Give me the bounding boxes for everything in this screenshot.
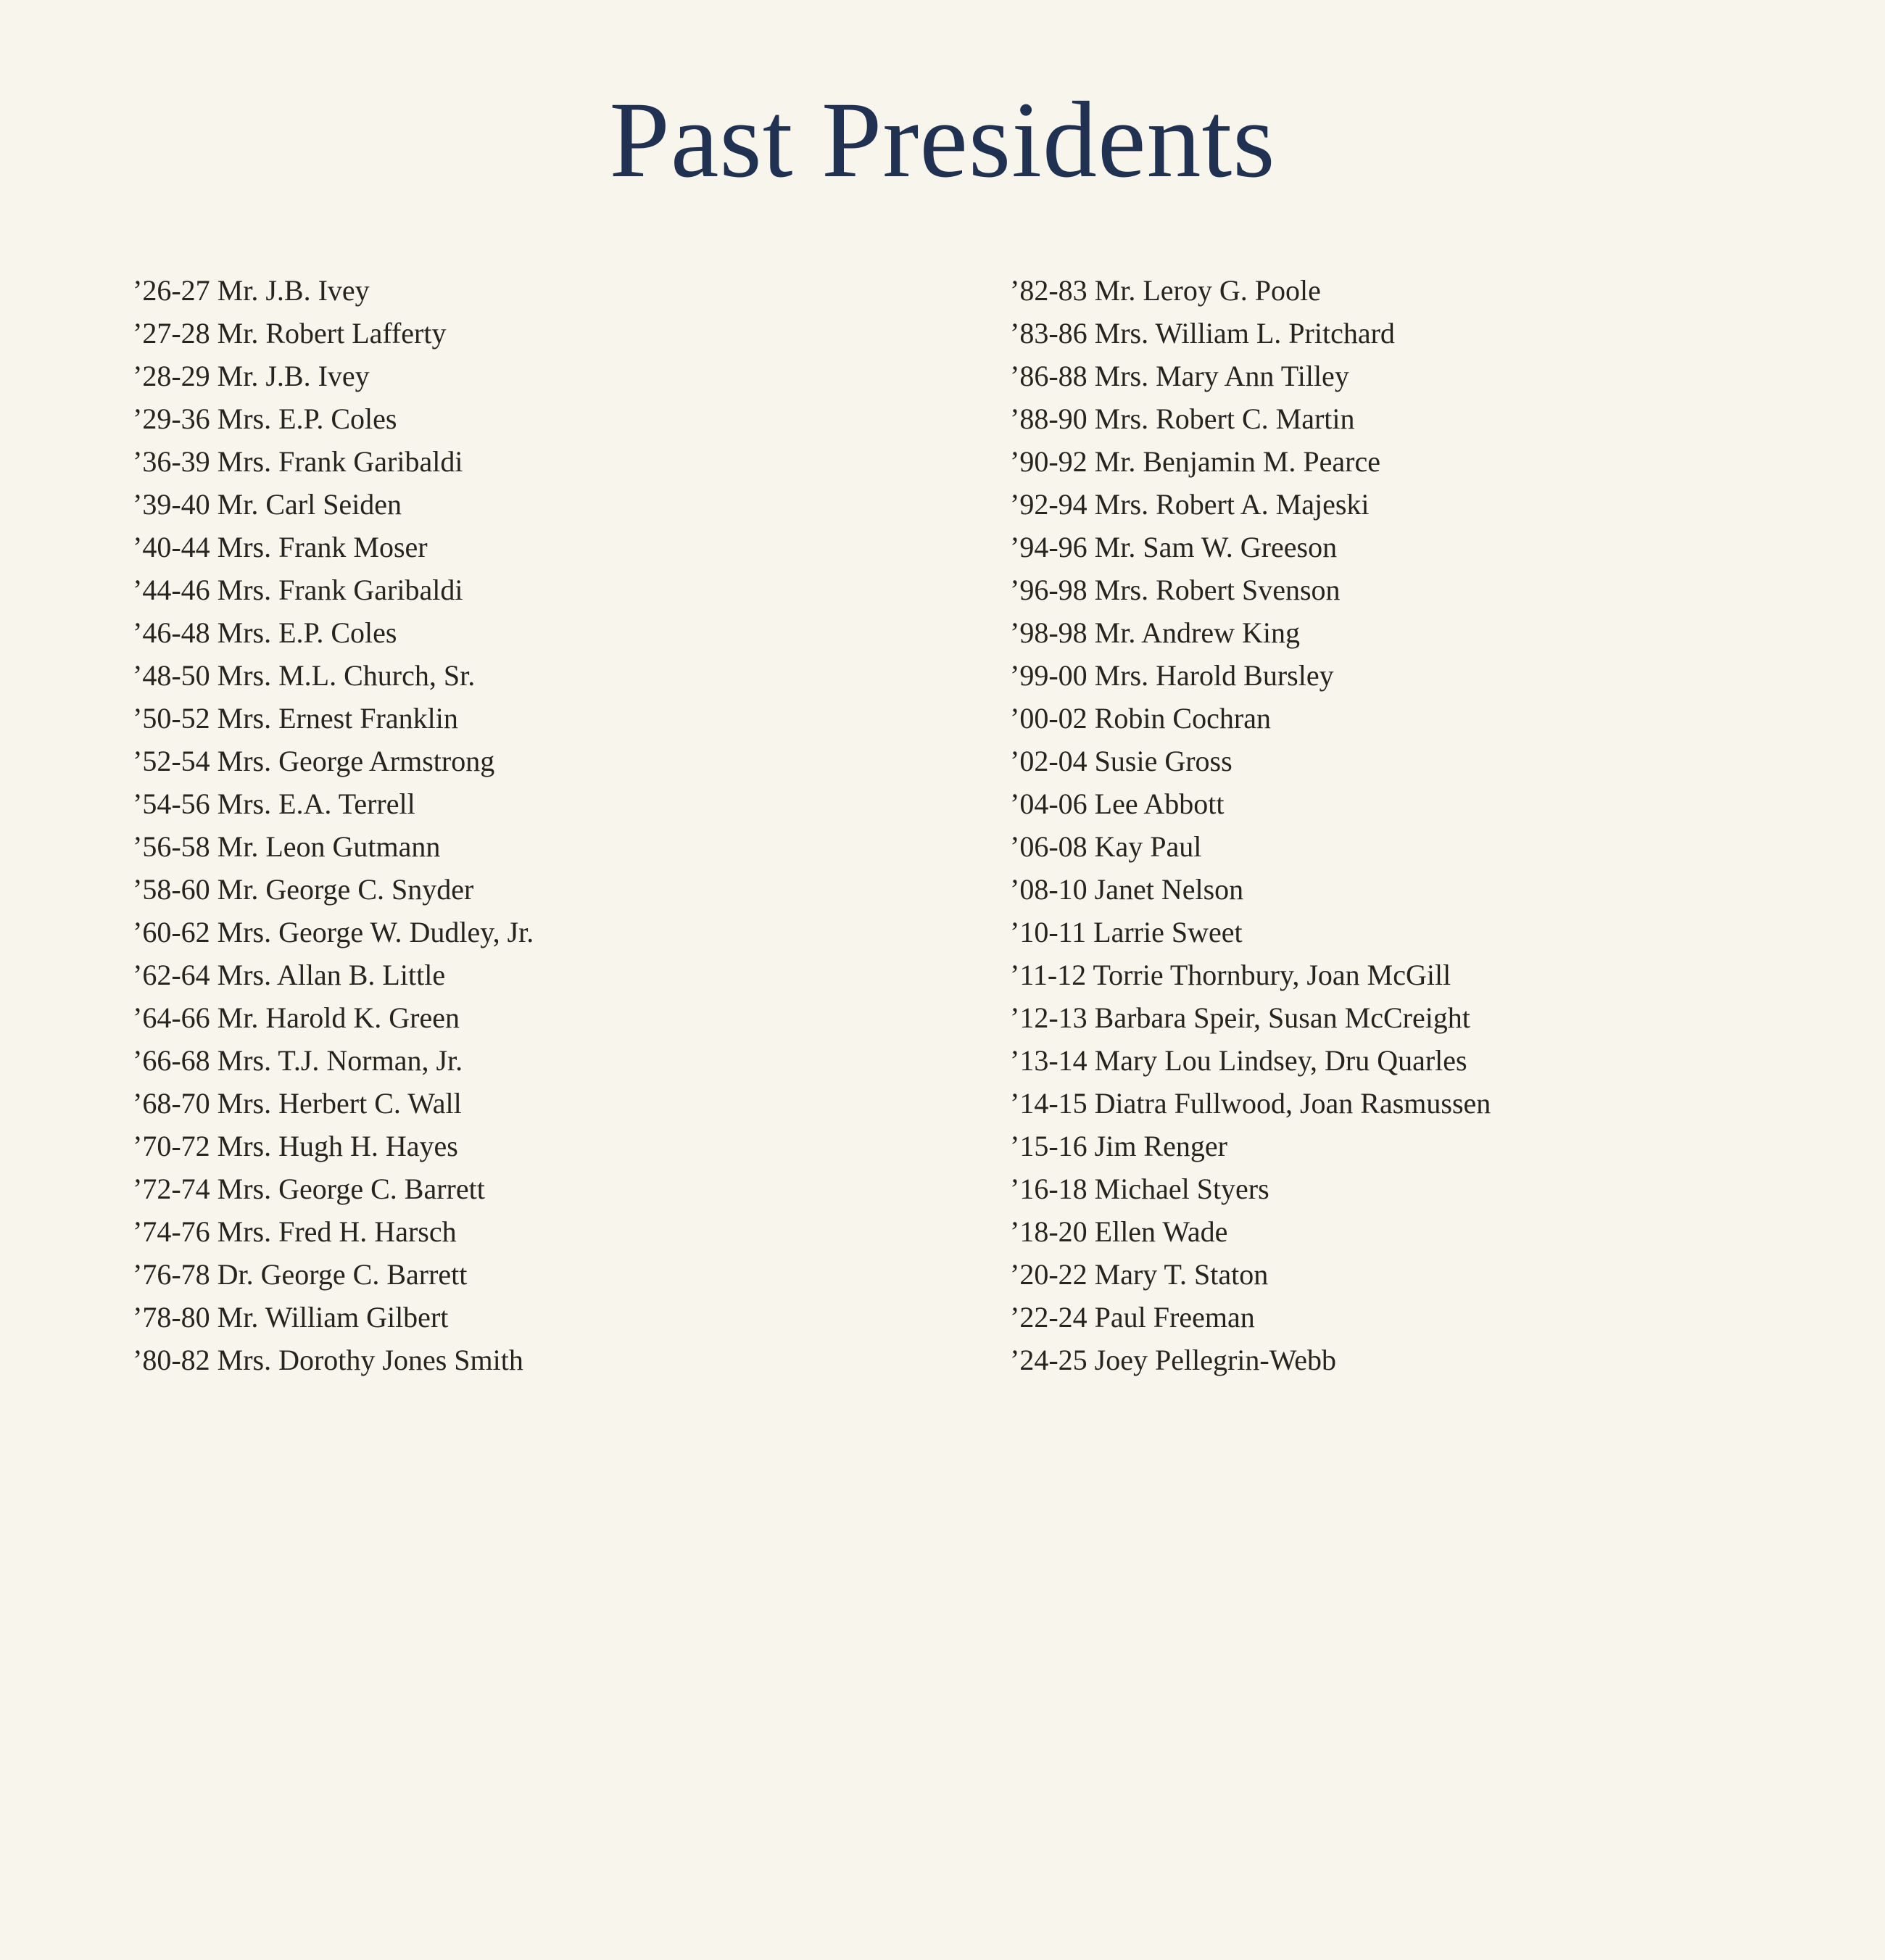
president-name: Mrs. George Armstrong — [217, 745, 495, 777]
president-entry — [133, 355, 1010, 397]
president-name: Mrs. Allan B. Little — [217, 959, 446, 991]
term-years: ’29-36 — [133, 402, 210, 435]
term-years: ’88-90 — [1010, 402, 1088, 435]
president-entry — [133, 526, 1010, 568]
president-name: Mrs. Fred H. Harsch — [217, 1215, 457, 1248]
term-years: ’64-66 — [133, 1001, 210, 1034]
president-entry — [1010, 312, 1885, 355]
president-name: Mrs. M.L. Church, Sr. — [217, 659, 476, 692]
president-entry — [133, 782, 1010, 825]
president-name: Robin Cochran — [1094, 702, 1271, 735]
president-entry — [133, 697, 1010, 740]
president-entry — [1010, 397, 1885, 440]
term-years: ’99-00 — [1010, 659, 1088, 692]
president-entry — [1010, 740, 1885, 782]
term-years: ’14-15 — [1010, 1087, 1088, 1120]
president-name: Mr. Leroy G. Poole — [1094, 274, 1321, 307]
term-years: ’66-68 — [133, 1044, 210, 1077]
term-years: ’40-44 — [133, 531, 210, 563]
term-years: ’02-04 — [1010, 745, 1088, 777]
president-entry — [133, 1339, 1010, 1381]
term-years: ’94-96 — [1010, 531, 1088, 563]
president-entry — [1010, 1253, 1885, 1296]
president-name: Mr. Sam W. Greeson — [1094, 531, 1338, 563]
president-entry — [1010, 1082, 1885, 1125]
term-years: ’54-56 — [133, 787, 210, 820]
president-name: Mrs. Herbert C. Wall — [217, 1087, 462, 1120]
president-name: Mr. Benjamin M. Pearce — [1094, 445, 1380, 478]
president-entry — [133, 868, 1010, 911]
term-years: ’92-94 — [1010, 488, 1088, 521]
president-entry — [1010, 440, 1885, 483]
term-years: ’22-24 — [1010, 1301, 1088, 1333]
president-entry — [133, 654, 1010, 697]
president-name: Mrs. Dorothy Jones Smith — [217, 1344, 523, 1376]
president-name: Ellen Wade — [1094, 1215, 1228, 1248]
term-years: ’80-82 — [133, 1344, 210, 1376]
president-name: Jim Renger — [1094, 1130, 1227, 1162]
president-name: Mrs. Ernest Franklin — [217, 702, 458, 735]
president-name: Mr. J.B. Ivey — [217, 360, 370, 392]
president-name: Barbara Speir, Susan McCreight — [1094, 1001, 1470, 1034]
president-entry — [1010, 825, 1885, 868]
president-name: Mrs. T.J. Norman, Jr. — [217, 1044, 463, 1077]
term-years: ’86-88 — [1010, 360, 1088, 392]
president-entry — [133, 568, 1010, 611]
president-entry — [133, 1167, 1010, 1210]
term-years: ’56-58 — [133, 830, 210, 863]
president-name: Larrie Sweet — [1093, 916, 1243, 948]
president-name: Mr. George C. Snyder — [217, 873, 474, 906]
term-years: ’28-29 — [133, 360, 210, 392]
president-name: Mrs. George W. Dudley, Jr. — [217, 916, 534, 948]
term-years: ’39-40 — [133, 488, 210, 521]
president-entry — [1010, 1167, 1885, 1210]
president-entry — [1010, 1210, 1885, 1253]
president-entry — [1010, 996, 1885, 1039]
term-years: ’26-27 — [133, 274, 210, 307]
president-entry — [133, 312, 1010, 355]
term-years: ’78-80 — [133, 1301, 210, 1333]
page-title: Past Presidents — [609, 80, 1276, 200]
president-name: Mrs. Hugh H. Hayes — [217, 1130, 458, 1162]
term-years: ’13-14 — [1010, 1044, 1088, 1077]
term-years: ’24-25 — [1010, 1344, 1088, 1376]
president-entry — [133, 1125, 1010, 1167]
term-years: ’96-98 — [1010, 574, 1088, 606]
president-name: Paul Freeman — [1094, 1301, 1255, 1333]
president-name: Mr. Carl Seiden — [217, 488, 402, 521]
president-name: Mrs. Robert C. Martin — [1094, 402, 1355, 435]
president-name: Mrs. E.A. Terrell — [217, 787, 415, 820]
presidents-column-right — [1010, 269, 1885, 1381]
term-years: ’04-06 — [1010, 787, 1088, 820]
president-entry — [133, 1210, 1010, 1253]
term-years: ’48-50 — [133, 659, 210, 692]
president-entry — [133, 911, 1010, 954]
term-years: ’18-20 — [1010, 1215, 1088, 1248]
president-name: Mrs. Robert A. Majeski — [1094, 488, 1370, 521]
president-name: Mr. Robert Lafferty — [217, 317, 447, 350]
term-years: ’36-39 — [133, 445, 210, 478]
president-entry — [133, 996, 1010, 1039]
president-entry — [133, 440, 1010, 483]
term-years: ’11-12 — [1010, 959, 1087, 991]
president-entry — [1010, 654, 1885, 697]
president-entry — [133, 1039, 1010, 1082]
president-name: Mr. Andrew King — [1094, 616, 1300, 649]
president-entry — [133, 397, 1010, 440]
term-years: ’72-74 — [133, 1173, 210, 1205]
president-name: Mrs. Frank Garibaldi — [217, 445, 463, 478]
president-entry — [133, 954, 1010, 996]
term-years: ’60-62 — [133, 916, 210, 948]
term-years: ’15-16 — [1010, 1130, 1088, 1162]
term-years: ’52-54 — [133, 745, 210, 777]
president-name: Mr. Harold K. Green — [217, 1001, 460, 1034]
term-years: ’68-70 — [133, 1087, 210, 1120]
past-presidents-list — [0, 269, 1885, 1381]
president-entry — [1010, 868, 1885, 911]
president-entry — [1010, 1296, 1885, 1339]
president-entry — [1010, 483, 1885, 526]
term-years: ’74-76 — [133, 1215, 210, 1248]
president-name: Mrs. William L. Pritchard — [1094, 317, 1395, 350]
president-name: Mrs. George C. Barrett — [217, 1173, 485, 1205]
term-years: ’44-46 — [133, 574, 210, 606]
president-entry — [1010, 526, 1885, 568]
president-name: Mrs. Robert Svenson — [1094, 574, 1341, 606]
president-name: Janet Nelson — [1094, 873, 1244, 906]
term-years: ’50-52 — [133, 702, 210, 735]
term-years: ’70-72 — [133, 1130, 210, 1162]
president-entry — [133, 269, 1010, 312]
term-years: ’12-13 — [1010, 1001, 1088, 1034]
president-entry — [1010, 1125, 1885, 1167]
president-entry — [133, 1253, 1010, 1296]
term-years: ’62-64 — [133, 959, 210, 991]
presidents-column-left — [133, 269, 1010, 1381]
term-years: ’98-98 — [1010, 616, 1088, 649]
president-entry — [1010, 911, 1885, 954]
president-name: Mrs. Frank Moser — [217, 531, 428, 563]
president-name: Mr. William Gilbert — [217, 1301, 449, 1333]
president-name: Mr. J.B. Ivey — [217, 274, 370, 307]
term-years: ’27-28 — [133, 317, 210, 350]
president-entry — [1010, 568, 1885, 611]
term-years: ’82-83 — [1010, 274, 1088, 307]
president-name: Lee Abbott — [1094, 787, 1225, 820]
term-years: ’90-92 — [1010, 445, 1088, 478]
president-entry — [133, 1296, 1010, 1339]
president-entry — [1010, 697, 1885, 740]
president-name: Joey Pellegrin-Webb — [1094, 1344, 1336, 1376]
president-name: Torrie Thornbury, Joan McGill — [1093, 959, 1451, 991]
president-name: Kay Paul — [1094, 830, 1202, 863]
president-entry — [1010, 1039, 1885, 1082]
president-name: Diatra Fullwood, Joan Rasmussen — [1094, 1087, 1491, 1120]
term-years: ’58-60 — [133, 873, 210, 906]
president-name: Mrs. Frank Garibaldi — [217, 574, 463, 606]
president-name: Mr. Leon Gutmann — [217, 830, 441, 863]
president-name: Michael Styers — [1094, 1173, 1269, 1205]
term-years: ’76-78 — [133, 1258, 210, 1291]
term-years: ’20-22 — [1010, 1258, 1088, 1291]
term-years: ’46-48 — [133, 616, 210, 649]
term-years: ’10-11 — [1010, 916, 1087, 948]
term-years: ’83-86 — [1010, 317, 1088, 350]
president-entry — [1010, 1339, 1885, 1381]
term-years: ’06-08 — [1010, 830, 1088, 863]
term-years: ’16-18 — [1010, 1173, 1088, 1205]
president-name: Dr. George C. Barrett — [217, 1258, 468, 1291]
president-entry — [1010, 355, 1885, 397]
president-entry — [133, 483, 1010, 526]
president-entry — [133, 611, 1010, 654]
term-years: ’00-02 — [1010, 702, 1088, 735]
president-name: Mrs. Mary Ann Tilley — [1094, 360, 1349, 392]
president-entry — [133, 825, 1010, 868]
president-entry — [1010, 611, 1885, 654]
president-name: Mrs. E.P. Coles — [217, 616, 397, 649]
president-name: Susie Gross — [1094, 745, 1232, 777]
president-name: Mary Lou Lindsey, Dru Quarles — [1094, 1044, 1467, 1077]
president-name: Mary T. Staton — [1094, 1258, 1269, 1291]
term-years: ’08-10 — [1010, 873, 1088, 906]
president-entry — [1010, 954, 1885, 996]
president-name: Mrs. Harold Bursley — [1094, 659, 1334, 692]
president-entry — [1010, 782, 1885, 825]
president-entry — [133, 740, 1010, 782]
president-entry — [133, 1082, 1010, 1125]
president-entry — [1010, 269, 1885, 312]
president-name: Mrs. E.P. Coles — [217, 402, 397, 435]
